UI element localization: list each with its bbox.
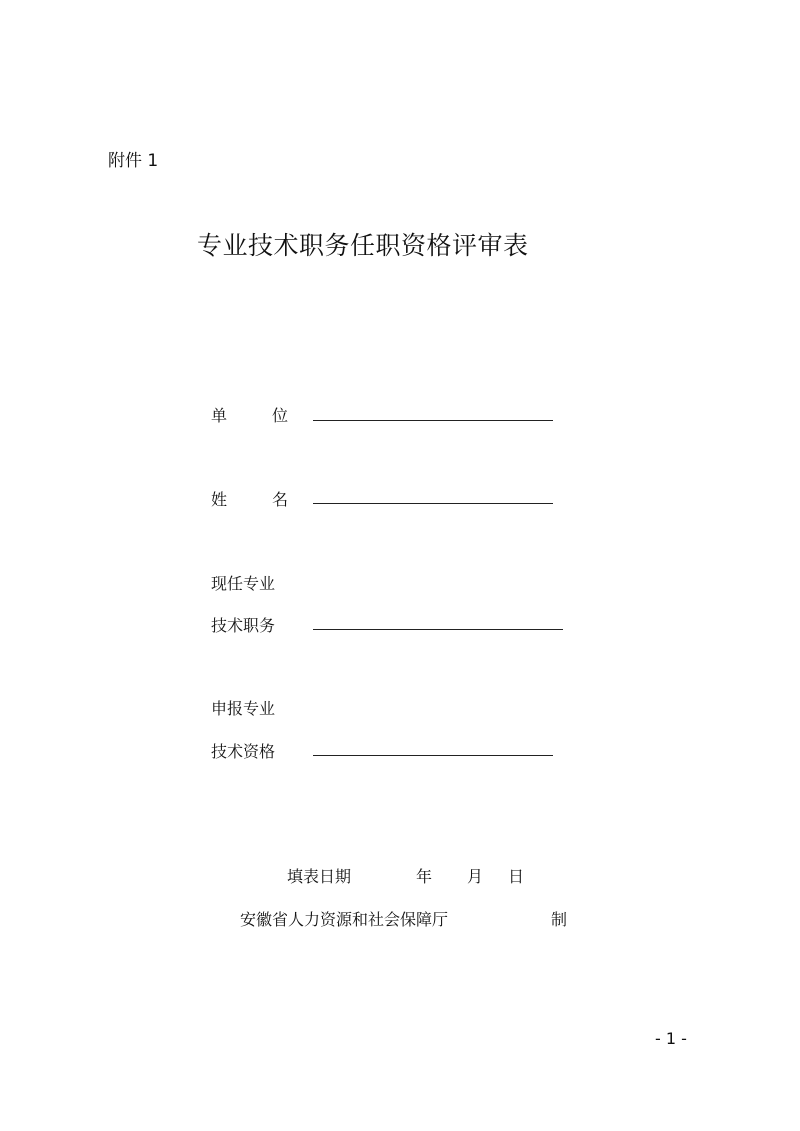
name-field-line[interactable] xyxy=(313,503,553,504)
page-number: - 1 - xyxy=(655,1029,687,1048)
fill-date-day: 日 xyxy=(508,867,525,886)
fill-date-label: 填表日期 xyxy=(287,867,352,886)
name-label-char1: 姓 xyxy=(211,490,228,509)
name-label-char2: 名 xyxy=(272,490,289,509)
unit-label-char2: 位 xyxy=(272,406,289,425)
page-title: 专业技术职务任职资格评审表 xyxy=(197,231,529,260)
unit-label-char1: 单 xyxy=(211,406,228,425)
current-title-field-line[interactable] xyxy=(313,629,563,630)
apply-title-label-line1: 申报专业 xyxy=(211,699,276,718)
apply-title-field-line[interactable] xyxy=(313,755,553,756)
apply-title-label-line2: 技术资格 xyxy=(211,742,276,761)
unit-field-line[interactable] xyxy=(313,420,553,421)
current-title-label-line1: 现任专业 xyxy=(211,574,276,593)
issuer-org: 安徽省人力资源和社会保障厅 xyxy=(240,910,449,929)
fill-date-month: 月 xyxy=(467,867,484,886)
issuer-suffix: 制 xyxy=(551,910,568,929)
current-title-label-line2: 技术职务 xyxy=(211,616,276,635)
fill-date-year: 年 xyxy=(416,867,433,886)
attachment-label: 附件 1 xyxy=(108,151,159,171)
